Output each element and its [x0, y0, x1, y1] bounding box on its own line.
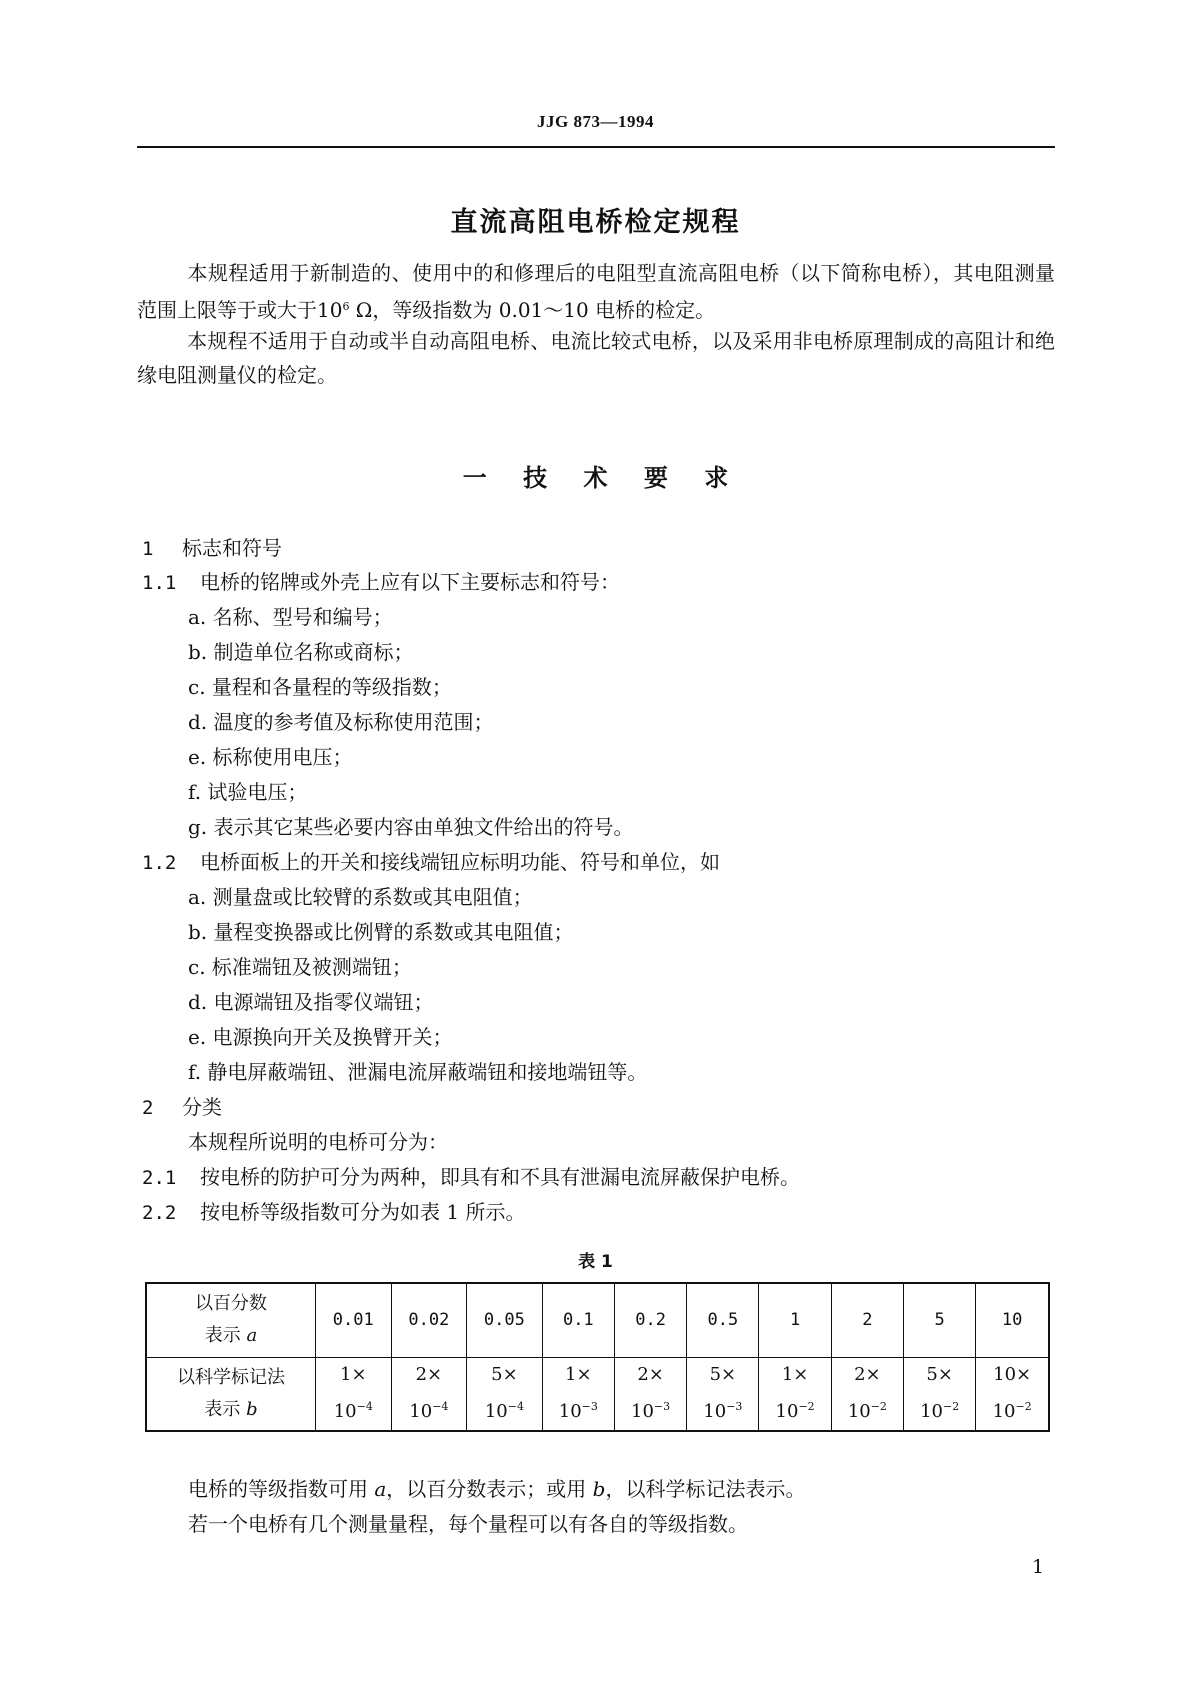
clause-2-intro: 本规程所说明的电桥可分为：	[188, 1130, 448, 1154]
row-header-line	[147, 1394, 315, 1426]
table-cell: 0.2	[614, 1283, 686, 1357]
row-header-line: 以百分数	[195, 1293, 267, 1315]
coef: 1×	[565, 1364, 592, 1386]
power	[976, 1391, 1048, 1428]
table-cell	[614, 1357, 686, 1431]
coef: 5×	[491, 1364, 518, 1386]
grade-index-table	[145, 1282, 1050, 1432]
list-item: c. 量程和各量程的等级指数；	[188, 675, 452, 699]
power-base: 10	[558, 1401, 582, 1423]
list-item: a. 名称、型号和编号；	[188, 605, 393, 629]
row-header-text: 表示	[204, 1325, 241, 1347]
variable-b: b	[592, 1477, 606, 1501]
list-item: g. 表示其它某些必要内容由单独文件给出的符号。	[188, 815, 634, 839]
intro-2-text: 本规程不适用于自动或半自动高阻电桥、电流比较式电桥，以及采用非电桥原理制成的高阻计和绝缘电阻测量仪的检定。	[137, 329, 1055, 387]
clause-text: 按电桥等级指数可分为如表 1 所示。	[200, 1200, 526, 1224]
power-base: 10	[631, 1401, 654, 1423]
list-item: c. 标准端钮及被测端钮；	[188, 955, 412, 979]
variable-a: a	[374, 1477, 387, 1501]
power-base: 10	[484, 1401, 508, 1423]
list-item: f. 静电屏蔽端钮、泄漏电流屏蔽端钮和接地端钮等。	[188, 1060, 648, 1084]
table-cell	[391, 1357, 467, 1431]
power-exp: −3	[653, 1400, 671, 1414]
note-text: ，以百分数表示；或用	[386, 1477, 587, 1501]
coef: 2×	[415, 1364, 443, 1386]
power	[392, 1391, 467, 1428]
row-header-text: 表示	[204, 1398, 241, 1420]
power-exp: −4	[507, 1400, 524, 1414]
list-item: e. 电源换向开关及换臂开关；	[188, 1025, 453, 1049]
table-cell	[759, 1357, 831, 1431]
note-text: ，以科学标记法表示。	[605, 1477, 806, 1501]
clause-text: 标志和符号	[182, 536, 282, 560]
clause-text: 电桥的铭牌或外壳上应有以下主要标志和符号：	[200, 570, 620, 594]
power-exp: −2	[942, 1400, 960, 1414]
table-cell: 0.02	[391, 1283, 467, 1357]
coef: 5×	[926, 1364, 953, 1386]
power	[904, 1391, 975, 1428]
power-exp: −2	[798, 1400, 815, 1414]
intro-1-tail: Ω，等级指数为 0.01～10 电桥的检定。	[349, 298, 716, 322]
list-item: e. 标称使用电压；	[188, 745, 353, 769]
power-exp: −3	[581, 1400, 598, 1414]
clause-2-1	[142, 1162, 800, 1193]
table-cell: 10	[976, 1283, 1049, 1357]
power-base: 10	[775, 1401, 799, 1423]
power-base: 10	[847, 1401, 871, 1423]
variable-b: b	[246, 1398, 258, 1420]
power	[615, 1391, 686, 1428]
power-base: 10	[333, 1401, 357, 1423]
row-header-a	[146, 1283, 316, 1357]
clause-text: 电桥面板上的开关和接线端钮应标明功能、符号和单位，如	[200, 850, 720, 874]
coef: 1×	[781, 1364, 809, 1386]
table-caption: 表 1	[578, 1252, 613, 1272]
clause-text: 按电桥的防护可分为两种，即具有和不具有泄漏电流屏蔽保护电桥。	[200, 1165, 800, 1189]
table-cell	[316, 1357, 392, 1431]
power	[759, 1391, 830, 1428]
power	[832, 1391, 903, 1428]
table-cell	[976, 1357, 1049, 1431]
table-cell	[687, 1357, 759, 1431]
coef: 2×	[854, 1364, 881, 1386]
table-cell: 5	[904, 1283, 976, 1357]
power	[543, 1391, 614, 1428]
standard-code: JJG 873—1994	[537, 112, 654, 131]
table-cell: 0.5	[687, 1283, 759, 1357]
table-cell	[831, 1357, 903, 1431]
table-cell: 0.1	[542, 1283, 614, 1357]
list-item: b. 量程变换器或比例臂的系数或其电阻值；	[188, 920, 574, 944]
table-cell	[542, 1357, 614, 1431]
list-item: d. 温度的参考值及标称使用范围；	[188, 710, 494, 734]
table-cell: 0.05	[467, 1283, 543, 1357]
variable-a: a	[246, 1325, 258, 1347]
coef: 2×	[637, 1364, 664, 1386]
power	[467, 1391, 542, 1428]
note-line-2: 若一个电桥有几个测量量程，每个量程可以有各自的等级指数。	[188, 1512, 748, 1536]
intro-1-power-base: 10	[317, 298, 343, 322]
list-item: f. 试验电压；	[188, 780, 308, 804]
section-heading: 一 技 术 要 求	[462, 464, 729, 492]
note-text: 电桥的等级指数可用	[188, 1477, 368, 1501]
table-cell: 2	[831, 1283, 903, 1357]
power-exp: −4	[432, 1400, 449, 1414]
clause-number: 1.1	[142, 572, 177, 594]
row-header-b	[146, 1357, 316, 1431]
row-header-line	[147, 1320, 315, 1352]
power-exp: −2	[1015, 1400, 1032, 1414]
table-cell	[467, 1357, 543, 1431]
power-base: 10	[409, 1401, 433, 1423]
clause-number: 1	[142, 538, 154, 560]
clause-number: 2	[142, 1097, 154, 1119]
power	[687, 1391, 758, 1428]
power-base: 10	[703, 1401, 727, 1423]
clause-1	[142, 533, 282, 564]
list-item: a. 测量盘或比较臂的系数或其电阻值；	[188, 885, 533, 909]
clause-number: 2.2	[142, 1202, 177, 1224]
table-cell	[904, 1357, 976, 1431]
header-rule	[137, 146, 1055, 148]
clause-number: 1.2	[142, 852, 177, 874]
clause-2-2	[142, 1197, 525, 1228]
power-base: 10	[992, 1401, 1016, 1423]
intro-paragraph-2	[137, 324, 1055, 392]
intro-paragraph-1	[137, 256, 1055, 327]
table-row-scientific	[146, 1357, 1049, 1431]
intro-1-text: 本规程适用于新制造的、使用中的和修理后的电阻型直流高阻电桥（以下简称电桥），其电阻测量范围上限等于或大于	[137, 261, 1055, 322]
coef: 1×	[340, 1364, 367, 1386]
row-header-line: 以科学标记法	[177, 1366, 285, 1388]
table-cell: 0.01	[316, 1283, 392, 1357]
note-line-1	[188, 1474, 805, 1504]
clause-1-1	[142, 567, 620, 598]
page-number: 1	[1032, 1556, 1045, 1578]
list-item: d. 电源端钮及指零仪端钮；	[188, 990, 434, 1014]
power-exp: −3	[726, 1400, 743, 1414]
page-title: 直流高阻电桥检定规程	[450, 207, 741, 238]
power-exp: −4	[356, 1400, 373, 1414]
coef: 10×	[993, 1364, 1032, 1386]
list-item: b. 制造单位名称或商标；	[188, 640, 414, 664]
clause-2	[142, 1092, 222, 1123]
table-row-percent	[146, 1283, 1049, 1357]
table-cell: 1	[759, 1283, 831, 1357]
clause-text: 分类	[182, 1095, 222, 1119]
clause-1-2	[142, 847, 720, 878]
power-base: 10	[920, 1401, 943, 1423]
power	[316, 1391, 391, 1428]
intro-1-power-exp: 6	[342, 300, 350, 313]
clause-number: 2.1	[142, 1167, 177, 1189]
power-exp: −2	[870, 1400, 887, 1414]
coef: 5×	[709, 1364, 737, 1386]
